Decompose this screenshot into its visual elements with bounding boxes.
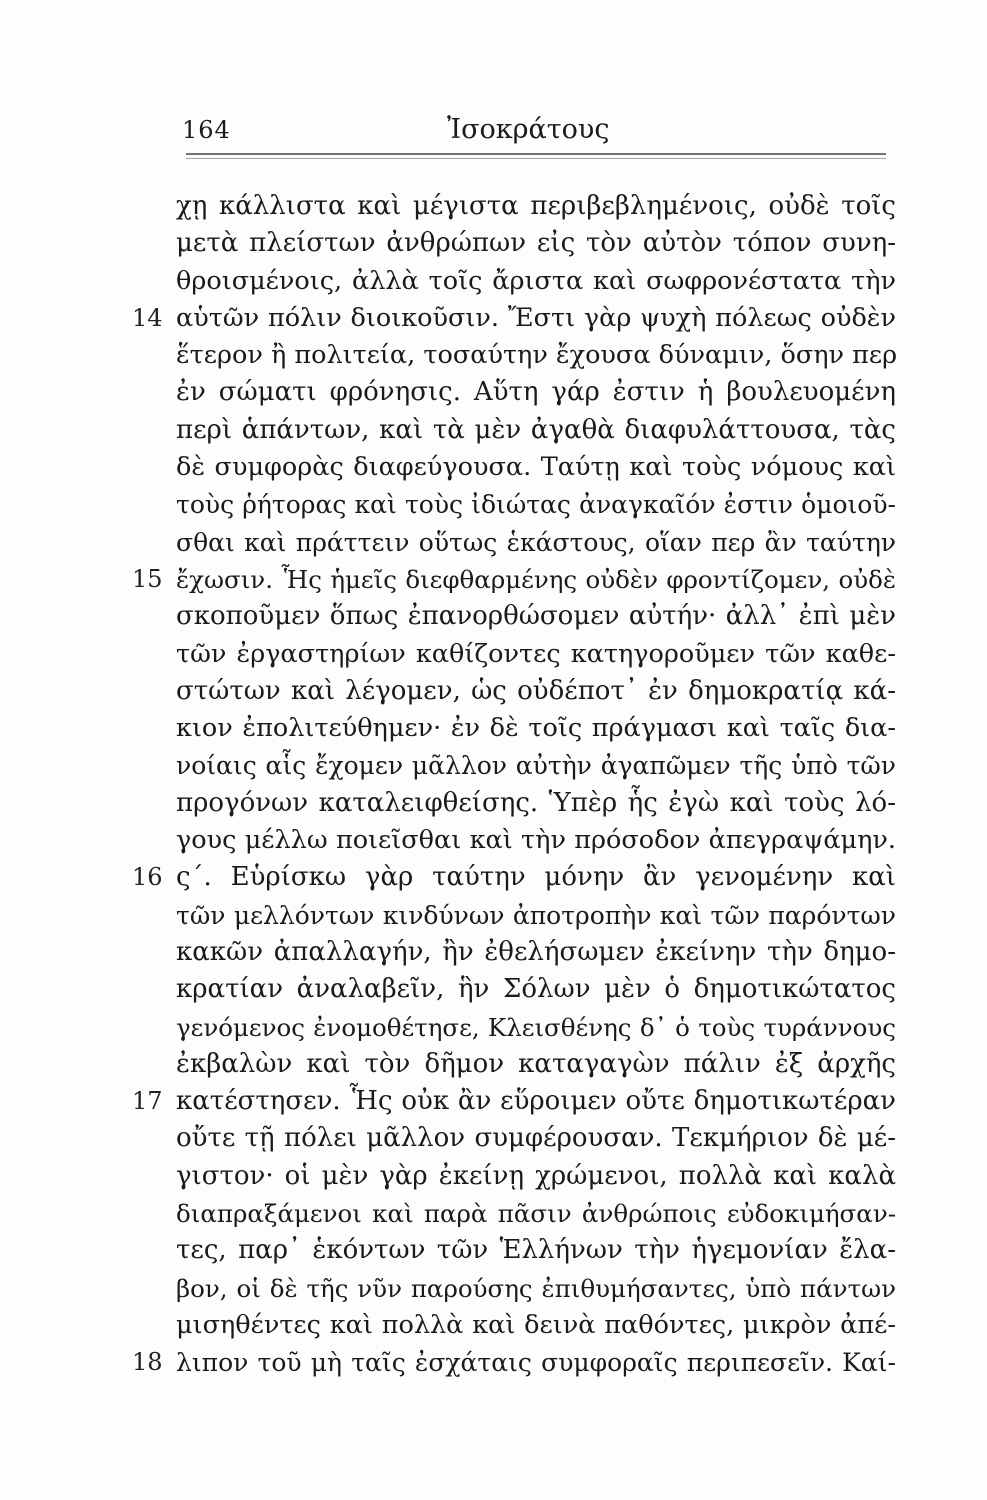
text-line [176,449,896,486]
body-text [132,188,898,1382]
text-line [132,300,896,337]
line-text: κιον ἐπολιτεύθημεν· ἐν δὲ τοῖς πράγμασι καὶ ταῖς δια- [176,713,896,744]
text-line [176,636,896,673]
line-text: μισηθέντες καὶ πολλὰ καὶ δεινὰ παθόντες, μικρὸν ἀπέ- [176,1309,896,1340]
line-text: σθαι καὶ πράττειν οὕτως ἑκάστους, οἵαν περ ἂν ταύτην [176,527,896,557]
line-text: περὶ ἁπάντων, καὶ τὰ μὲν ἀγαθὰ διαφυλάττουσα, τὰς [176,414,896,445]
line-text: χῃ κάλλιστα καὶ μέγιστα περιβεβλημένοις, οὐδὲ τοῖς [176,191,896,221]
text-line [132,859,896,896]
line-text: τῶν μελλόντων κινδύνων ἀποτροπὴν καὶ τῶν παρόντων [176,900,896,930]
text-line [176,524,896,561]
line-text: αὑτῶν πόλιν διοικοῦσιν. Ἔστι γὰρ ψυχὴ πόλεως οὐδὲν [176,302,896,333]
line-text: τοὺς ῥήτορας καὶ τοὺς ἰδιώτας ἀναγκαῖόν ἐστιν ὁμοιοῦ- [176,490,896,520]
text-line [176,486,896,523]
line-text: θροισμένοις, ἀλλὰ τοῖς ἄριστα καὶ σωφρονέστατα τὴν [176,265,896,296]
header-rule [186,153,886,159]
text-line [176,263,896,300]
text-line [176,785,896,822]
running-title: Ἰσοκράτους [447,114,610,145]
page-header [182,116,888,156]
text-line [176,374,896,411]
line-text: ἔχωσιν. Ἧς ἡμεῖς διεφθαρμένης οὐδὲν φροντίζομεν, οὐδὲ [176,564,896,594]
line-text: λιπον τοῦ μὴ ταῖς ἐσχάταις συμφοραῖς περιπεσεῖν. Καί- [176,1348,896,1378]
text-line [176,673,896,710]
text-line [176,1307,896,1344]
line-text: ς΄. Εὑρίσκω γὰρ ταύτην μόνην ἂν γενομένην καὶ [176,862,896,893]
section-number: 15 [132,564,163,593]
text-line [176,1158,896,1195]
text-line [176,822,896,859]
line-text: ἐκβαλὼν καὶ τὸν δῆμον καταγαγὼν πάλιν ἐξ ἀρχῆς [176,1048,896,1079]
text-line [176,1270,896,1307]
text-line [176,747,896,784]
text-line [132,1083,896,1120]
line-text: μετὰ πλείστων ἀνθρώπων εἰς τὸν αὐτὸν τόπον συνη- [176,228,896,259]
line-text: γενόμενος ἐνομοθέτησε, Κλεισθένης δ᾽ ὁ τοὺς τυράννους [176,1012,896,1042]
section-number: 16 [132,863,163,892]
line-text: στώτων καὶ λέγομεν, ὡς οὐδέποτ᾽ ἐν δημοκρατίᾳ κά- [176,675,896,706]
section-number: 17 [132,1087,163,1116]
line-text: διαπραξάμενοι καὶ παρὰ πᾶσιν ἀνθρώποις εὐδοκιμήσαν- [176,1199,896,1229]
text-line [176,1232,896,1269]
text-line [176,1120,896,1157]
line-text: κακῶν ἀπαλλαγήν, ἢν ἐθελήσωμεν ἐκείνην τὴν δημο- [176,936,896,967]
line-text: οὔτε τῇ πόλει μᾶλλον συμφέρουσαν. Τεκμήριον δὲ μέ- [176,1123,896,1154]
text-line [176,710,896,747]
text-line [176,1195,896,1232]
line-text: νοίαις αἷς ἔχομεν μᾶλλον αὐτὴν ἀγαπῶμεν τῆς ὑπὸ τῶν [176,751,896,781]
line-text: δὲ συμφορὰς διαφεύγουσα. Ταύτῃ καὶ τοὺς νόμους καὶ [176,452,896,483]
line-text: προγόνων καταλειφθείσης. Ὑπὲρ ἧς ἐγὼ καὶ τοὺς λό- [176,787,896,818]
page-number: 164 [182,116,231,144]
line-text: τες, παρ᾽ ἑκόντων τῶν Ἑλλήνων τὴν ἡγεμονίαν ἔλα- [176,1235,896,1266]
line-text: κρατίαν ἀναλαβεῖν, ἣν Σόλων μὲν ὁ δημοτικώτατος [176,974,896,1005]
line-text: βον, οἱ δὲ τῆς νῦν παρούσης ἐπιθυμήσαντες, ὑπὸ πάντων [176,1273,896,1303]
line-text: ἕτερον ἢ πολιτεία, τοσαύτην ἔχουσα δύναμιν, ὅσην περ [176,340,898,371]
text-line [176,337,896,374]
line-text: κατέστησεν. Ἧς οὐκ ἂν εὕροιμεν οὔτε δημοτικωτέραν [176,1086,896,1117]
line-text: ἐν σώματι φρόνησις. Αὕτη γάρ ἐστιν ἡ βουλευομένη [176,377,896,408]
text-line [176,1046,896,1083]
text-line [176,897,896,934]
text-line [132,1344,896,1381]
text-line [176,225,896,262]
text-line [176,971,896,1008]
text-line [176,934,896,971]
line-text: γιστον· οἱ μὲν γὰρ ἐκείνῃ χρώμενοι, πολλὰ καὶ καλὰ [176,1160,896,1191]
text-line [176,598,896,635]
line-text: σκοποῦμεν ὅπως ἐπανορθώσομεν αὐτήν· ἀλλ᾽ ἐπὶ μὲν [176,601,896,632]
text-line [176,1009,896,1046]
text-line [176,412,896,449]
section-number: 18 [132,1348,163,1377]
line-text: γους μέλλω ποιεῖσθαι καὶ τὴν πρόσοδον ἀπεγραψάμην. [176,825,896,856]
text-line [176,188,896,225]
line-text: τῶν ἐργαστηρίων καθίζοντες κατηγοροῦμεν τῶν καθε- [176,638,896,669]
text-line [132,561,896,598]
section-number: 14 [132,303,163,332]
